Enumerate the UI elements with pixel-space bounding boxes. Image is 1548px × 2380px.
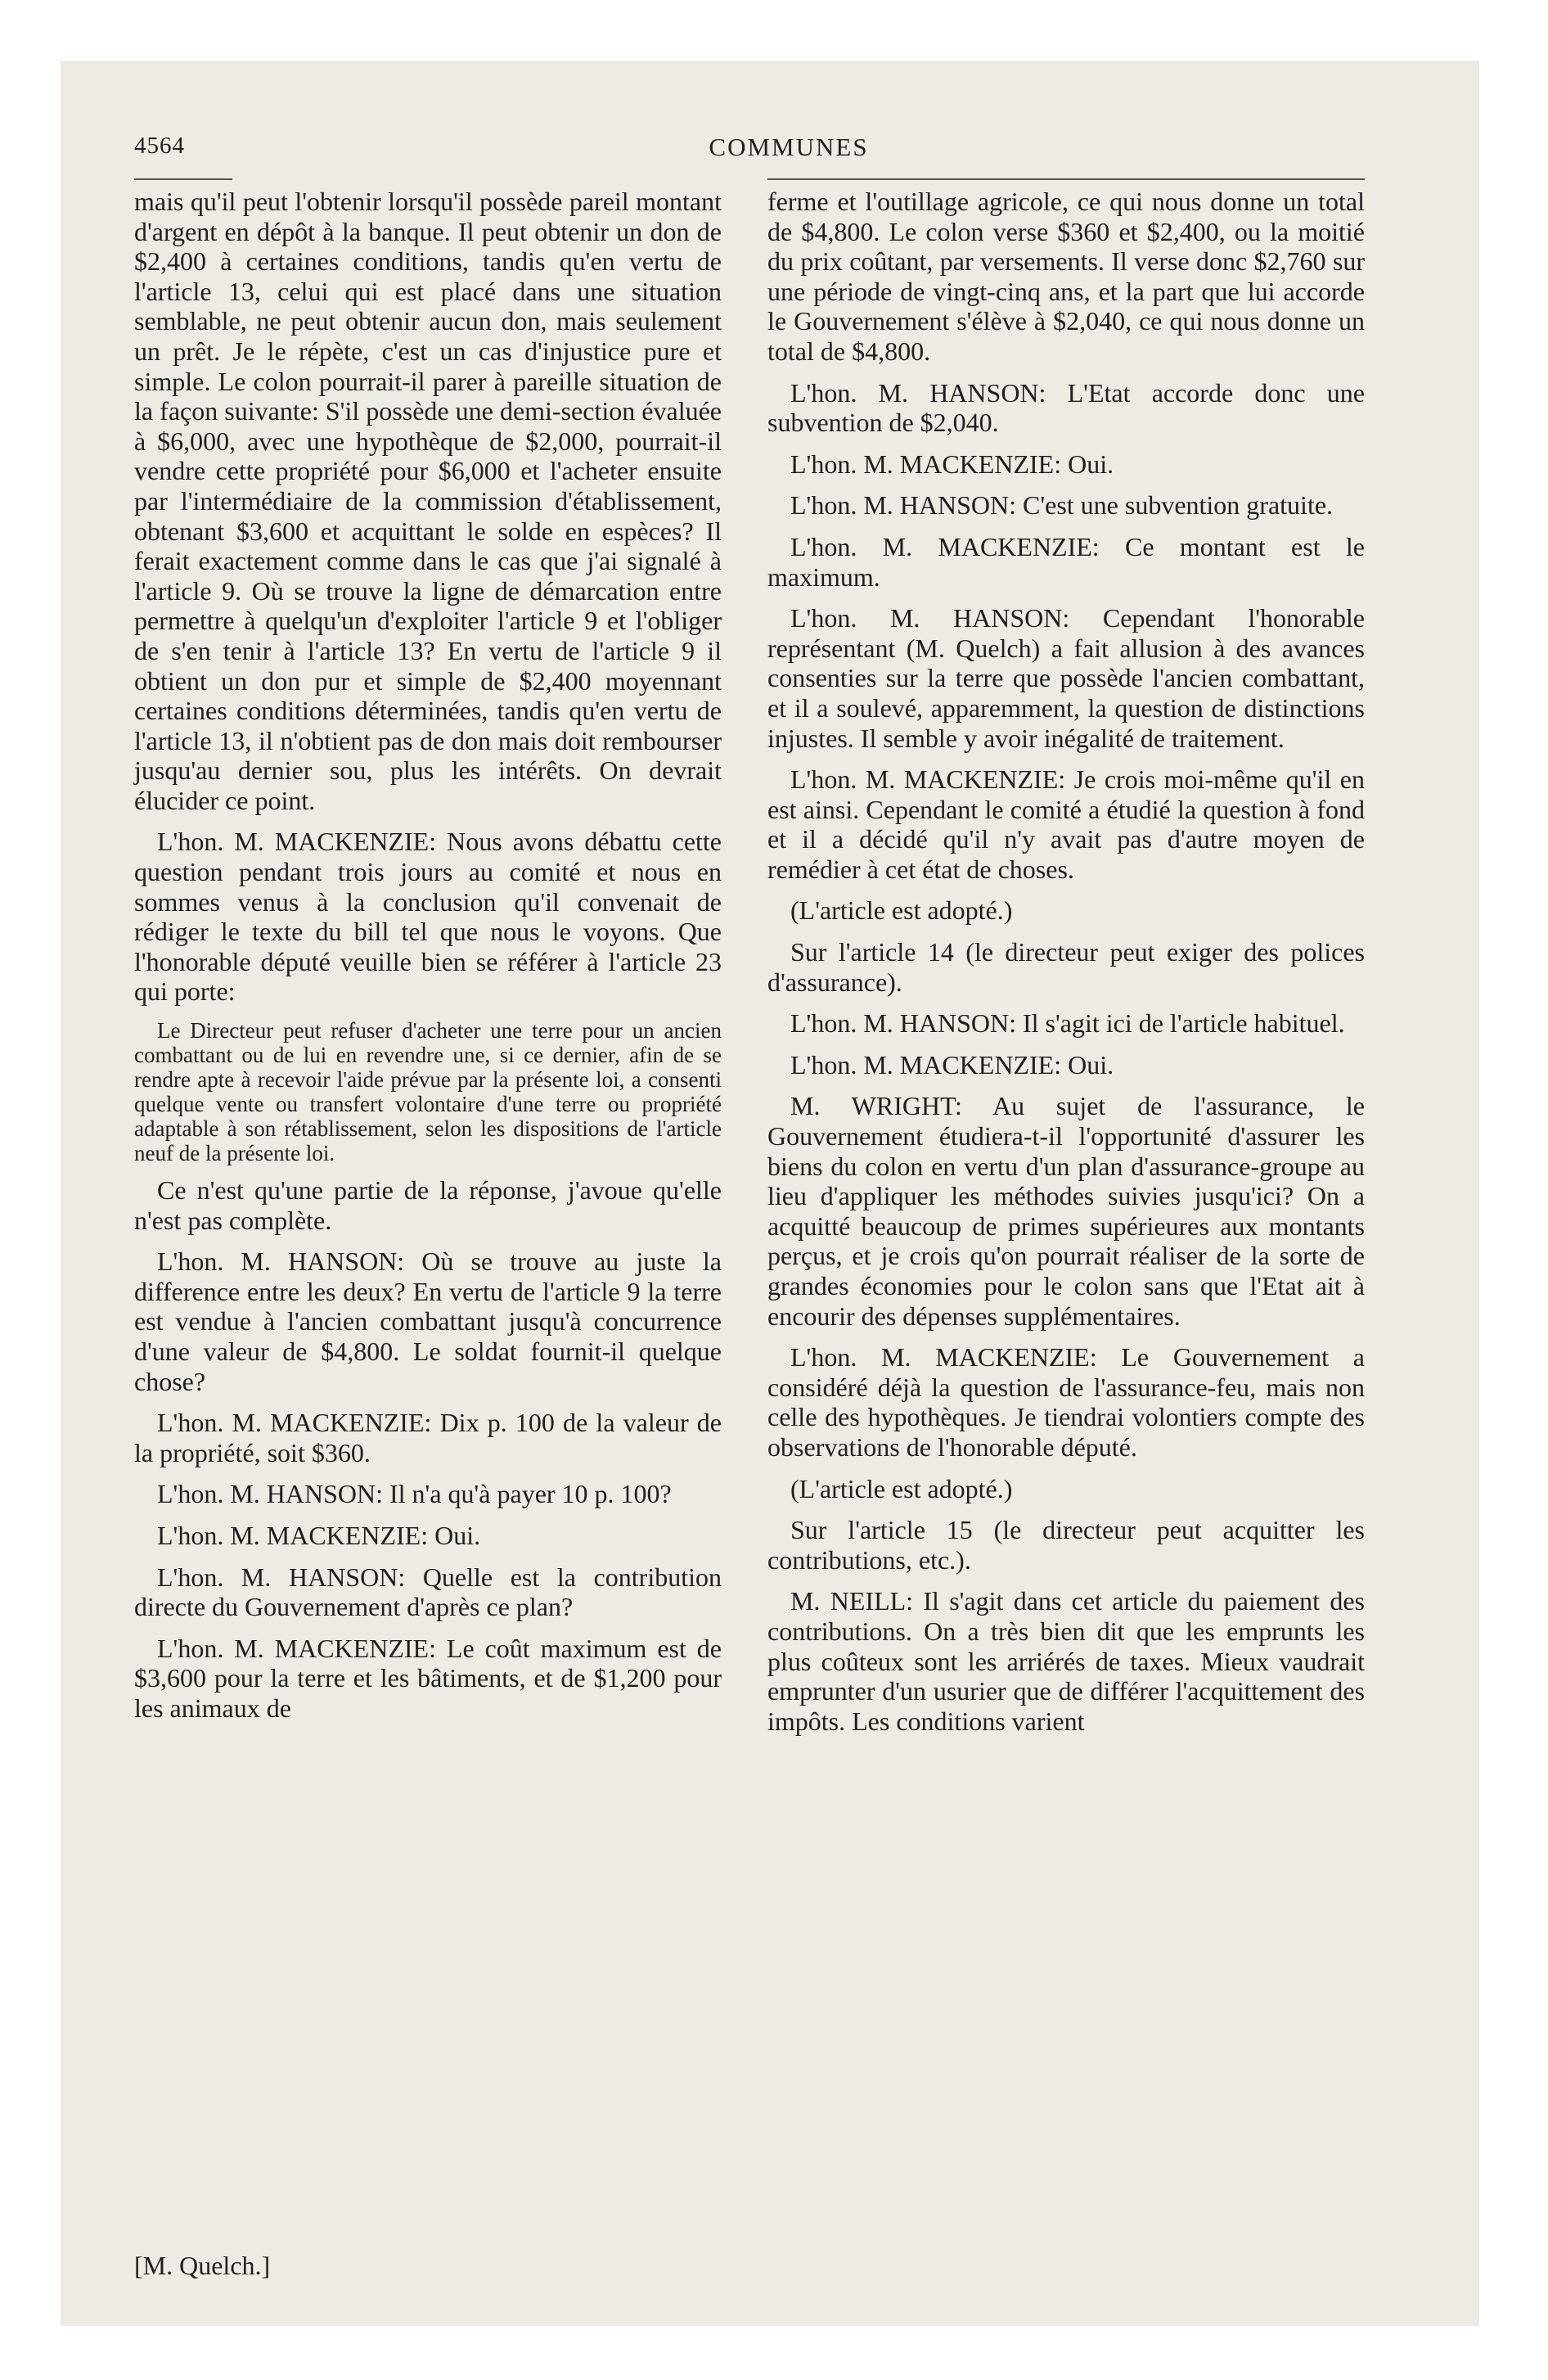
paragraph: L'hon. M. MACKENZIE: Je crois moi-même qu'il en est ainsi. Cependant le comité a étudié la question à fond et il a décidé qu'il n'y avait pas d'autre moyen de remédier à cet état de choses. — [767, 764, 1365, 884]
paragraph: M. WRIGHT: Au sujet de l'assurance, le Gouvernement étudiera-t-il l'opportunité d'assurer les biens du colon en vertu d'un plan d'assurance-groupe au lieu d'appliquer les méthodes suivies jusqu'ici? On a acquitté beaucoup de primes supérieures aux montants perçus, et je crois qu'on pourrait réaliser de la sorte de grandes économies pour le colon sans que l'Etat ait à encourir des dépenses supplémentaires. — [767, 1091, 1365, 1331]
paragraph: L'hon. M. HANSON: Cependant l'honorable représentant (M. Quelch) a fait allusion à des avances consenties sur la terre que possède l'ancien combattant, et il a soulevé, apparemment, la question de distinctions injustes. Il semble y avoir inégalité de traitement. — [767, 603, 1365, 753]
paragraph: L'hon. M. HANSON: Quelle est la contribution directe du Gouvernement d'après ce plan? — [134, 1562, 722, 1622]
paragraph: L'hon. M. MACKENZIE: Dix p. 100 de la valeur de la propriété, soit $360. — [134, 1408, 722, 1467]
left-column — [134, 187, 722, 1735]
paragraph: ferme et l'outillage agricole, ce qui nous donne un total de $4,800. Le colon verse $360 et $2,400, ou la moitié du prix coûtant, par versements. Il verse donc $2,760 sur une période de vingt-cinq ans, et la part que lui accorde le Gouvernement s'élève à $2,040, ce qui nous donne un total de $4,800. — [767, 187, 1365, 366]
paragraph: L'hon. M. MACKENZIE: Le coût maximum est de $3,600 pour la terre et les bâtiments, et de $1,200 pour les animaux de — [134, 1633, 722, 1723]
right-column-rule — [767, 178, 1365, 180]
paragraph: Sur l'article 15 (le directeur peut acquitter les contributions, etc.). — [767, 1515, 1365, 1575]
paragraph: Sur l'article 14 (le directeur peut exiger des polices d'assurance). — [767, 937, 1365, 997]
speaker-footnote: [M. Quelch.] — [134, 2251, 271, 2280]
left-column-rule — [134, 178, 232, 180]
quoted-article: Le Directeur peut refuser d'acheter une terre pour un ancien combattant ou de lui en revendre une, si ce dernier, afin de se rendre apte à recevoir l'aide prévue par la présente loi, a consenti quelque vente ou transfert volontaire d'une terre ou propriété adaptable à son rétablissement, selon les dispositions de l'article neuf de la présente loi. — [134, 1018, 722, 1166]
paragraph: L'hon. M. HANSON: Il n'a qu'à payer 10 p. 100? — [157, 1479, 672, 1509]
paragraph: L'hon. M. MACKENZIE: Le Gouvernement a considéré déjà la question de l'assurance-feu, mais non celle des hypothèques. Je tiendrai volontiers compte des observations de l'honorable député. — [767, 1342, 1365, 1462]
paragraph: L'hon. M. HANSON: C'est une subvention gratuite. — [790, 490, 1334, 521]
paragraph: L'hon. M. MACKENZIE: Nous avons débattu cette question pendant trois jours au comité et nous en sommes venus à la conclusion qu'il convenait de rédiger le texte du bill tel que nous le voyons. Que l'honorable député veuille bien se référer à l'article 23 qui porte: — [134, 827, 722, 1007]
paragraph: mais qu'il peut l'obtenir lorsqu'il possède pareil montant d'argent en dépôt à la banque. Il peut obtenir un don de $2,400 à certaines conditions, tandis qu'en vertu de l'article 13, celui qui est placé dans une situation semblable, ne peut obtenir aucun don, mais seulement un prêt. Je le répète, c'est un cas d'injustice pure et simple. Le colon pourrait-il parer à pareille situation de la façon suivante: S'il possède une demi-section évaluée à $6,000, avec une hypothèque de $2,000, pourrait-il vendre cette propriété pour $6,000 et l'acheter ensuite par l'intermédiaire de la commission d'établissement, obtenant $3,600 et acquittant le solde en espèces? Il ferait exactement comme dans le cas que j'ai signalé à l'article 9. Où se trouve la ligne de démarcation entre permettre à quelqu'un d'exploiter l'article 9 et l'obliger de s'en tenir à l'article 13? En vertu de l'article 9 il obtient un don pur et simple de $2,400 moyennant certaines conditions déterminées, tandis qu'en vertu de l'article 13, il n'obtient pas de don mais doit rembourser jusqu'au dernier sou, plus les intérêts. On devrait élucider ce point. — [134, 187, 722, 815]
paragraph: (L'article est adopté.) — [790, 895, 1013, 926]
page — [61, 61, 1479, 2326]
running-head: COMMUNES — [709, 133, 869, 161]
paragraph: L'hon. M. MACKENZIE: Oui. — [790, 449, 1114, 479]
paragraph: L'hon. M. MACKENZIE: Oui. — [157, 1520, 481, 1550]
page-header — [134, 126, 1443, 175]
paragraph: (L'article est adopté.) — [790, 1473, 1013, 1503]
paragraph: L'hon. M. MACKENZIE: Oui. — [790, 1049, 1114, 1080]
paragraph: L'hon. M. MACKENZIE: Ce montant est le maximum. — [767, 531, 1365, 592]
right-column — [767, 187, 1365, 1747]
paragraph: M. NEILL: Il s'agit dans cet article du paiement des contributions. On a très bien dit que les emprunts les plus coûteux sont les arriérés de taxes. Mieux vaudrait emprunter d'un usurier que de différer l'acquittement des impôts. Les conditions varient — [767, 1586, 1365, 1736]
paragraph: L'hon. M. HANSON: L'Etat accorde donc une subvention de $2,040. — [767, 377, 1365, 438]
paragraph: Ce n'est qu'une partie de la réponse, j'avoue qu'elle n'est pas complète. — [134, 1175, 722, 1235]
page-number: 4564 — [134, 133, 185, 159]
paragraph: L'hon. M. HANSON: Où se trouve au juste la difference entre les deux? En vertu de l'article 9 la terre est vendue à l'ancien combattant jusqu'à concurrence d'une valeur de $4,800. Le soldat fournit-il quelque chose? — [134, 1246, 722, 1396]
paragraph: L'hon. M. HANSON: Il s'agit ici de l'article habituel. — [790, 1008, 1345, 1039]
